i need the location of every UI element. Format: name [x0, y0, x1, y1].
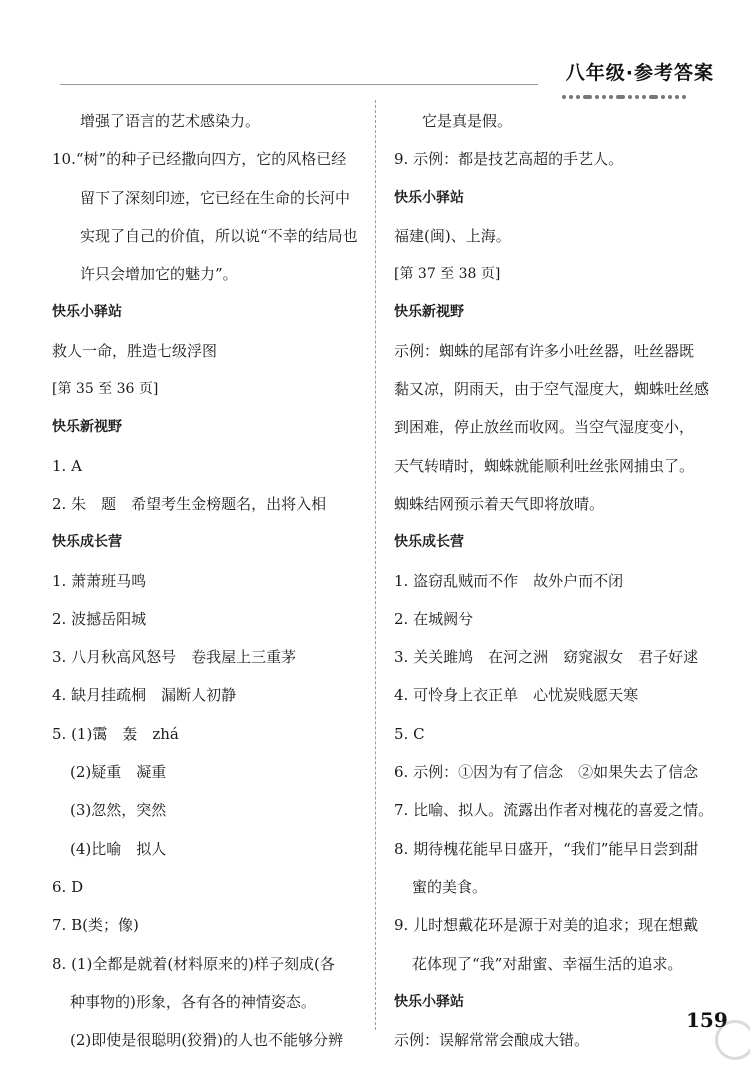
right-column [394, 102, 712, 1059]
answer-line: 8. 期待槐花能早日盛开，“我们”能早日尝到甜 [394, 839, 699, 858]
answer-line: (2)疑重 凝重 [70, 763, 167, 782]
answer-line: 1. A [52, 456, 82, 475]
answer-line: 许只会增加它的魅力”。 [80, 265, 238, 284]
section-heading: 快乐成长营 [394, 534, 464, 551]
answer-line: 10.“树”的种子已经撒向四方，它的风格已经 [52, 150, 347, 169]
answer-line: 种事物的)形象，各有各的神情姿态。 [70, 992, 316, 1011]
section-heading: 快乐新视野 [394, 304, 464, 321]
answer-line: 2. 朱 题 希望考生金榜题名，出将入相 [52, 494, 327, 513]
answer-line: 1. 萧萧班马鸣 [52, 571, 147, 590]
answer-line: 实现了自己的价值，所以说“不幸的结局也 [80, 226, 358, 245]
answer-line: 天气转晴时，蜘蛛就能顺利吐丝张网捕虫了。 [394, 456, 695, 475]
answer-line: 2. 在城阙兮 [394, 609, 474, 628]
section-heading: 快乐小驿站 [52, 304, 122, 321]
answer-line: (4)比喻 拟人 [70, 839, 167, 858]
column-divider [375, 100, 377, 1030]
answer-line: 示例：误解常常会酿成大错。 [394, 1031, 590, 1050]
answer-line: 福建(闽)、上海。 [394, 226, 511, 245]
answer-line: 9. 示例：都是技艺高超的手艺人。 [394, 150, 624, 169]
section-heading: 快乐小驿站 [394, 189, 464, 206]
answer-line: 1. 盗窃乱贼而不作 故外户而不闭 [394, 571, 624, 590]
answer-line: 3. 关关雎鸠 在河之洲 窈窕淑女 君子好逑 [394, 648, 699, 667]
page-header [0, 0, 750, 100]
header-dots [562, 86, 712, 98]
answer-line: 黏又凉，阴雨天，由于空气湿度大，蜘蛛吐丝感 [394, 380, 710, 399]
answer-line: 4. 缺月挂疏桐 漏断人初静 [52, 686, 237, 705]
answer-line: 留下了深刻印迹，它已经在生命的长河中 [80, 188, 351, 207]
page-number: 159 [686, 1008, 728, 1032]
answer-line: 7. B(类；像) [52, 916, 139, 935]
answer-line: 到困难，停止放丝而收网。当空气湿度变小， [394, 418, 695, 437]
answer-line: 5. (1)霭 轰 zhá [52, 724, 179, 743]
answer-line: 5. C [394, 724, 425, 743]
answer-line: 花体现了“我”对甜蜜、幸福生活的追求。 [412, 954, 683, 973]
watermark-logo [585, 1018, 750, 1088]
answer-line: 救人一命，胜造七级浮图 [52, 341, 218, 360]
answer-line: 6. D [52, 877, 84, 896]
header-title: 八年级·参考答案 [565, 62, 714, 84]
section-heading: 快乐小驿站 [394, 993, 464, 1010]
answer-line: 示例：蜘蛛的尾部有许多小吐丝器，吐丝器既 [394, 341, 695, 360]
answer-line: 2. 波撼岳阳城 [52, 609, 147, 628]
section-heading: 快乐成长营 [52, 534, 122, 551]
answer-line: 8. (1)全都是就着(材料原来的)样子刻成(各 [52, 954, 335, 973]
answer-line: 3. 八月秋高风怒号 卷我屋上三重茅 [52, 648, 297, 667]
answer-line: 4. 可怜身上衣正单 心忧炭贱愿天寒 [394, 686, 639, 705]
page-range-label: [第 35 至 36 页] [52, 381, 159, 398]
answer-line: 蜜的美食。 [412, 877, 488, 896]
answer-line: 增强了语言的艺术感染力。 [80, 112, 261, 130]
answer-line: (3)忽然，突然 [70, 801, 167, 820]
answer-line: 9. 儿时想戴花环是源于对美的追求；现在想戴 [394, 916, 699, 935]
header-rule [60, 84, 538, 85]
answer-line: (2)即使是很聪明(狡猾)的人也不能够分辨 [70, 1031, 343, 1050]
answer-line: 7. 比喻、拟人。流露出作者对槐花的喜爱之情。 [394, 801, 714, 820]
left-column [52, 102, 370, 1059]
page-range-label: [第 37 至 38 页] [394, 266, 501, 283]
answer-line: 蜘蛛结网预示着天气即将放晴。 [394, 494, 605, 513]
answer-line: 它是真是假。 [422, 112, 513, 130]
section-heading: 快乐新视野 [52, 419, 122, 436]
answer-line: 6. 示例：①因为有了信念 ②如果失去了信念 [394, 763, 699, 782]
